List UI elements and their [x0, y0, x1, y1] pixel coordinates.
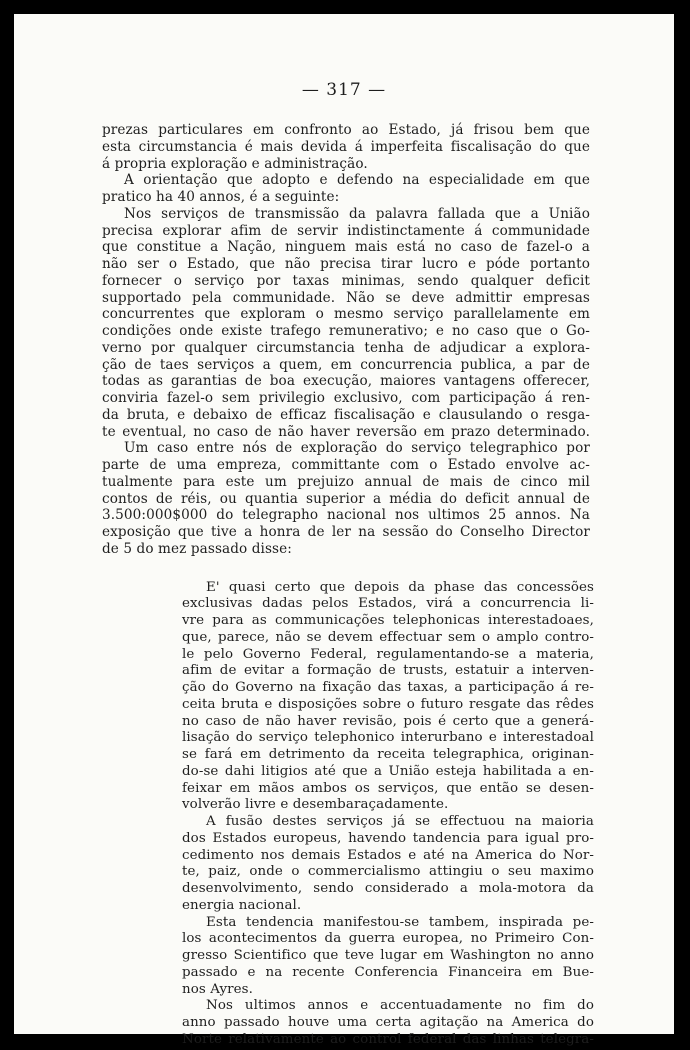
text-line: pratico ha 40 annos, é a seguinte:: [102, 189, 340, 205]
text-line: gresso Scientifico que teve lugar em Washington no anno: [182, 948, 594, 963]
text-line: E' quasi certo que depois da phase das concessões: [206, 579, 594, 595]
text-line: tualmente para este um prejuizo annual de mais de cinco mil: [102, 473, 590, 490]
text-line: A orientação que adopto e defendo na especialidade em que: [124, 172, 590, 189]
text-line: todas as garantias de boa execução, maiores vantagens offerecer,: [102, 373, 590, 390]
text-line: condições onde existe trafego remunerativo; e no caso que o Go-: [102, 323, 590, 339]
text-line: Norte relativamente ao control federal das linhas telegra-: [182, 1031, 594, 1047]
paragraph-4: [102, 440, 590, 557]
paragraph-1: [102, 122, 590, 172]
text-line: Um caso entre nós de exploração do serviço telegraphico por: [124, 440, 590, 457]
text-line: do-se dahi litigios até que a União esteja habilitada a en-: [182, 763, 594, 779]
text-line: á propria exploração e administração.: [102, 155, 368, 172]
text-line: ção do Governo na fixação das taxas, a participação á re-: [182, 680, 594, 695]
text-line: te eventual, no caso de não haver reversão em prazo determinado.: [102, 423, 590, 440]
text-line: exclusivas dadas pelos Estados, virá a concurrencia li-: [182, 596, 594, 612]
text-line: afim de evitar a formação de trusts, estatuir a interven-: [182, 663, 594, 679]
text-line: verno por qualquer circumstancia tenha de adjudicar a explora-: [102, 339, 590, 356]
text-line: los acontecimentos da guerra europea, no Primeiro Con-: [182, 931, 594, 947]
text-line: lisação do serviço telephonico interurbano e interestadoal: [182, 730, 594, 746]
text-line: desenvolvimento, sendo considerado a mola-motora da: [182, 881, 594, 896]
text-line: dos Estados europeus, havendo tandencia para igual pro-: [182, 830, 594, 846]
text-line: esta circumstancia é mais devida á imperfeita fiscalisação do que: [102, 138, 590, 155]
text-line: supportado pela communidade. Não se deve admittir empresas: [102, 289, 590, 306]
text-line: que, parece, não se devem effectuar sem o amplo contro-: [182, 629, 594, 645]
paragraph-2: [102, 172, 590, 206]
text-line: vre para as communicações telephonicas interestadoaes,: [182, 613, 594, 628]
text-line: ceita bruta e disposições sobre o futuro resgate das rêdes: [182, 696, 594, 712]
text-line: concurrentes que exploram o mesmo serviço parallelamente em: [102, 306, 590, 323]
text-line: de 5 do mez passado disse:: [102, 540, 292, 557]
text-line: anno passado houve uma certa agitação na America do: [182, 1015, 594, 1030]
text-line: contos de réis, ou quantia superior a média do deficit annual de: [102, 490, 590, 507]
text-line: conviria fazel-o sem privilegio exclusivo, com participação á ren-: [102, 390, 590, 406]
text-line: parte de uma empreza, committante com o Estado envolve ac-: [102, 457, 590, 473]
quote-paragraph-1: [182, 580, 594, 815]
text-line: energia nacional.: [182, 897, 302, 913]
text-line: A fusão destes serviços já se effectuou na maioria: [206, 814, 594, 829]
text-line: fornecer o serviço por taxas minimas, sendo qualquer deficit: [102, 272, 590, 289]
text-line: prezas particulares em confronto ao Estado, já frisou bem que: [102, 122, 590, 138]
text-line: no caso de não haver revisão, pois é certo que a generá-: [182, 713, 594, 729]
text-line: exposição que tive a honra de ler na sessão do Conselho Director: [102, 524, 590, 540]
text-line: cedimento nos demais Estados e até na America do Nor-: [182, 847, 594, 863]
text-line: te, paiz, onde o commercialismo attingiu o seu maximo: [182, 864, 594, 880]
text-line: ção de taes serviços a quem, em concurrencia publica, a par de: [102, 356, 590, 373]
block-quote: [102, 580, 594, 1049]
quote-paragraph-2: [182, 814, 594, 915]
book-page: [14, 14, 674, 1047]
text-line: Nos ultimos annos e accentuadamente no fim do: [206, 998, 594, 1014]
text-line: le pelo Governo Federal, regulamentando-se a materia,: [182, 646, 594, 662]
paragraph-3: [102, 206, 590, 441]
text-line: da bruta, e debaixo de efficaz fiscalisação e clausulando o resga-: [102, 406, 590, 423]
text-line: não ser o Estado, que não precisa tirar lucro e póde portanto: [102, 256, 590, 272]
text-line: nos Ayres.: [182, 981, 253, 997]
text-line: feixar em mãos ambos os serviços, que então se desen-: [182, 780, 594, 796]
text-line: se fará em detrimento da receita telegraphica, originan-: [182, 747, 594, 762]
text-line: volverão livre e desembaraçadamente.: [182, 797, 449, 813]
text-line: que constitue a Nação, ninguem mais está no caso de fazel-o a: [102, 239, 590, 256]
page-number: — 317 —: [301, 80, 387, 100]
text-line: precisa explorar afim de servir indistinctamente á communidade: [102, 222, 590, 239]
text-line: 3.500:000$000 do telegrapho nacional nos ultimos 25 annos. Na: [102, 507, 590, 524]
text-line: Esta tendencia manifestou-se tambem, inspirada pe-: [206, 914, 594, 930]
quote-paragraph-3: [182, 915, 594, 999]
text-line: Nos serviços de transmissão da palavra fallada que a União: [124, 205, 590, 222]
body-text: [102, 122, 594, 1049]
text-line: passado e na recente Conferencia Financeira em Bue-: [182, 964, 594, 980]
quote-paragraph-4: [182, 998, 594, 1048]
